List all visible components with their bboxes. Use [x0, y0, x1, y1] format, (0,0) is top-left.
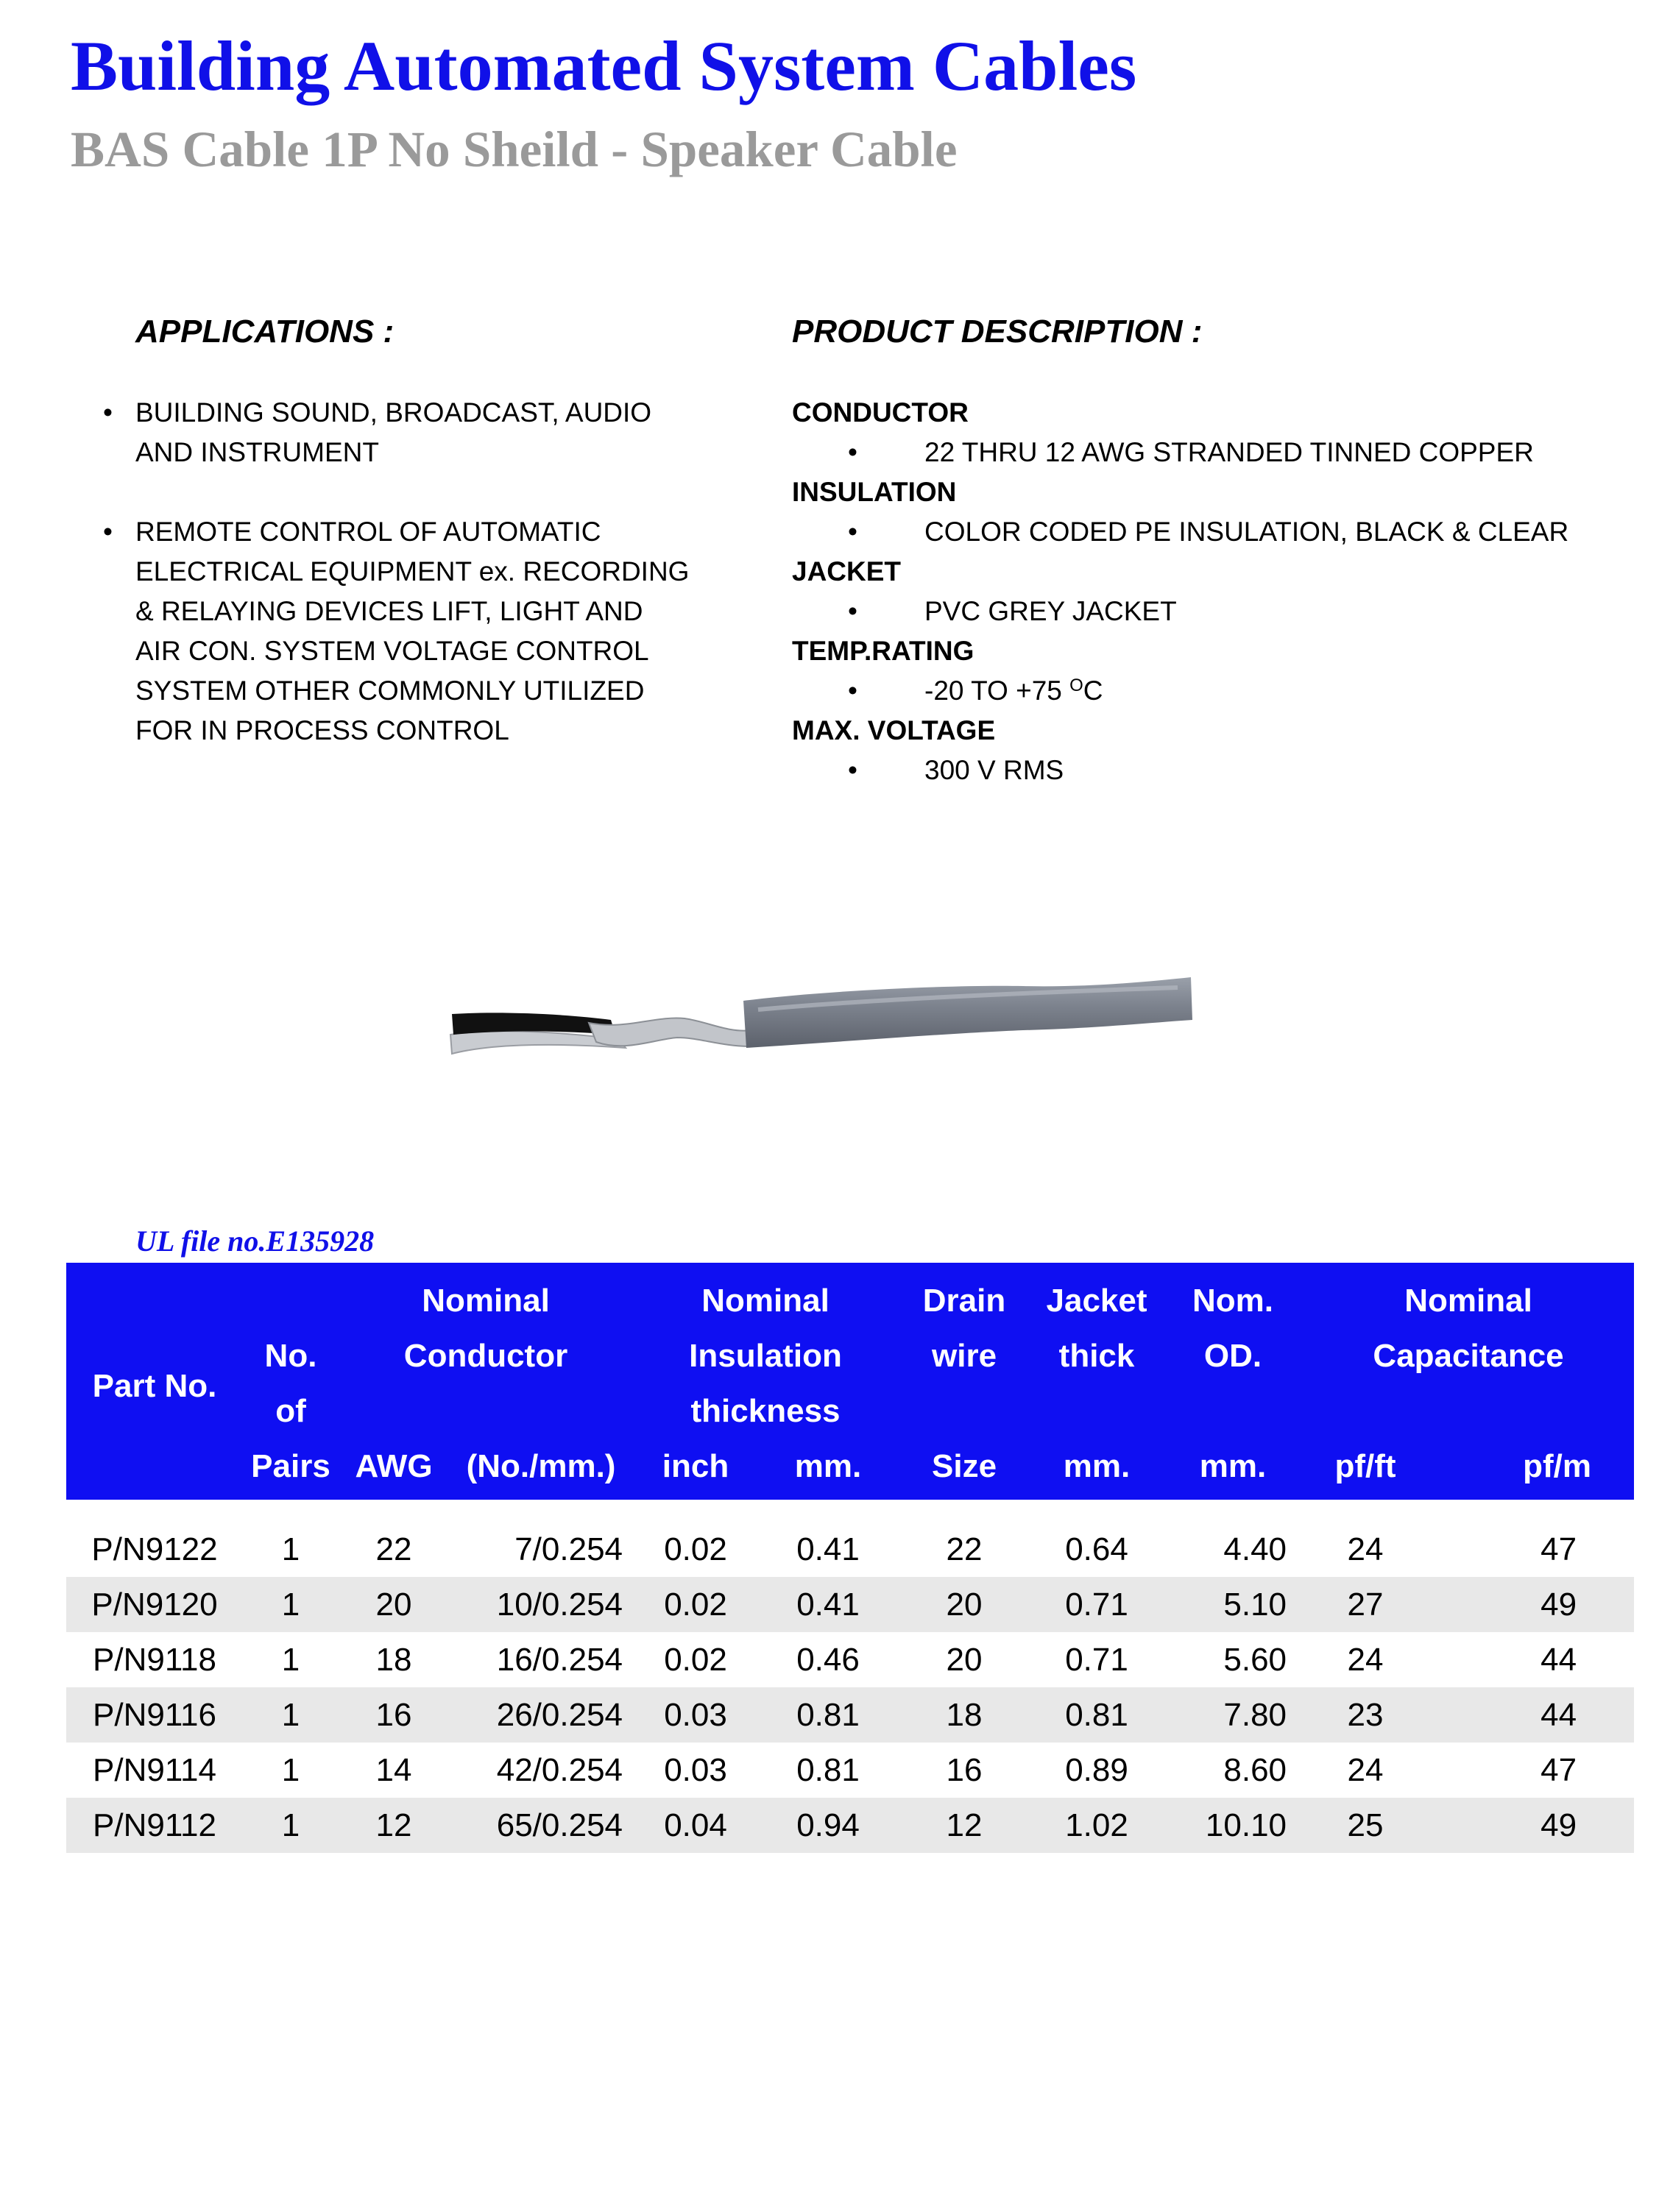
cell-inch: 0.02 — [633, 1577, 758, 1632]
conductor-item — [792, 433, 1638, 472]
application-line: ELECTRICAL EQUIPMENT ex. RECORDING — [135, 556, 690, 586]
header-capacitance-1: Nominal — [1303, 1263, 1634, 1328]
cell-part: P/N9112 — [66, 1798, 243, 1853]
bullet-icon: • — [848, 517, 857, 547]
application-line: AND INSTRUMENT — [135, 437, 379, 467]
table-row — [66, 1743, 1634, 1798]
max-voltage-item — [792, 751, 1638, 790]
cell-awg: 12 — [339, 1798, 449, 1853]
temp-rating-item — [792, 671, 1638, 711]
cell-mm: 0.81 — [758, 1687, 898, 1743]
cell-pairs: 1 — [243, 1798, 339, 1853]
cell-pairs: 1 — [281, 1531, 300, 1567]
header-inch: inch — [633, 1439, 758, 1500]
application-line: AIR CON. SYSTEM VOLTAGE CONTROL — [135, 636, 649, 666]
cell-pf-m: 44 — [1428, 1687, 1634, 1743]
cell-drain: 18 — [898, 1687, 1030, 1743]
header-pairs-1: No. — [243, 1328, 339, 1383]
cell-pf-ft: 23 — [1303, 1687, 1428, 1743]
page-subtitle: BAS Cable 1P No Sheild - Speaker Cable — [71, 121, 958, 177]
header-insulation-3: thickness — [633, 1383, 898, 1439]
insulation-item — [792, 512, 1638, 552]
bullet-icon: • — [848, 755, 857, 785]
cell-inch: 0.03 — [664, 1752, 727, 1788]
table-spacer — [66, 1500, 1634, 1522]
table-row — [66, 1522, 1634, 1577]
application-line: FOR IN PROCESS CONTROL — [135, 715, 509, 745]
cell-strand: 10/0.254 — [449, 1577, 633, 1632]
cell-pf-m: 49 — [1428, 1577, 1634, 1632]
cell-pairs: 1 — [281, 1752, 300, 1788]
cell-part: P/N9122 — [91, 1531, 218, 1567]
header-od-1: Nom. — [1163, 1263, 1303, 1328]
cell-pf-ft: 25 — [1303, 1798, 1428, 1853]
cell-drain: 12 — [898, 1798, 1030, 1853]
conductor-value: 22 THRU 12 AWG STRANDED TINNED COPPER — [924, 437, 1534, 467]
cell-mm: 0.41 — [758, 1577, 898, 1632]
cell-awg: 18 — [375, 1642, 412, 1678]
insulation-label: INSULATION — [792, 477, 957, 507]
cell-part: P/N9118 — [93, 1642, 216, 1678]
cell-mm: 0.81 — [796, 1752, 860, 1788]
table-row — [66, 1577, 1634, 1632]
cell-pf-ft: 24 — [1347, 1531, 1384, 1567]
cell-awg: 20 — [339, 1577, 449, 1632]
list-item — [103, 512, 743, 751]
header-strand: (No./mm.) — [449, 1439, 633, 1500]
temp-unit: C — [1083, 676, 1103, 706]
header-drain-2: wire — [898, 1328, 1030, 1383]
header-capacitance-2: Capacitance — [1303, 1328, 1634, 1383]
header-drain-1: Drain — [898, 1263, 1030, 1328]
max-voltage-value: 300 V RMS — [924, 755, 1064, 785]
cell-od: 8.60 — [1223, 1752, 1287, 1788]
cell-awg: 14 — [375, 1752, 412, 1788]
temp-rating-label: TEMP.RATING — [792, 636, 974, 666]
cell-strand: 7/0.254 — [514, 1531, 623, 1567]
cell-pf-m: 47 — [1540, 1752, 1577, 1788]
cell-mm: 0.46 — [796, 1642, 860, 1678]
cell-pf-ft: 27 — [1303, 1577, 1428, 1632]
jacket-value: PVC GREY JACKET — [924, 596, 1177, 626]
cell-pairs: 1 — [243, 1577, 339, 1632]
application-line: SYSTEM OTHER COMMONLY UTILIZED — [135, 676, 645, 706]
cell-strand: 65/0.254 — [449, 1798, 633, 1853]
ul-file-number: UL file no.E135928 — [135, 1224, 375, 1258]
cell-drain: 16 — [946, 1752, 983, 1788]
header-od-mm: mm. — [1163, 1439, 1303, 1500]
cell-awg: 22 — [375, 1531, 412, 1567]
bullet-icon: • — [103, 397, 113, 428]
application-line: & RELAYING DEVICES LIFT, LIGHT AND — [135, 596, 643, 626]
cell-od: 5.10 — [1163, 1577, 1303, 1632]
header-insulation-2: Insulation — [633, 1328, 898, 1383]
cell-strand: 26/0.254 — [449, 1687, 633, 1743]
header-conductor-2: Conductor — [339, 1328, 633, 1383]
list-item — [103, 393, 743, 472]
cell-jacket: 0.64 — [1065, 1531, 1128, 1567]
cell-part: P/N9114 — [93, 1752, 216, 1788]
cell-pf-m: 47 — [1540, 1531, 1577, 1567]
header-conductor-1: Nominal — [339, 1263, 633, 1328]
cell-od: 7.80 — [1163, 1687, 1303, 1743]
header-awg: AWG — [339, 1439, 449, 1500]
bullet-icon: • — [848, 437, 857, 467]
header-jacket-mm: mm. — [1030, 1439, 1163, 1500]
cell-pairs: 1 — [243, 1687, 339, 1743]
conductor-label: CONDUCTOR — [792, 397, 969, 428]
table-row — [66, 1687, 1634, 1743]
page-title: Building Automated System Cables — [71, 26, 1137, 105]
header-jacket-1: Jacket — [1030, 1263, 1163, 1328]
application-line: BUILDING SOUND, BROADCAST, AUDIO — [135, 397, 652, 428]
cable-image — [442, 971, 1200, 1067]
cell-pf-m: 49 — [1428, 1798, 1634, 1853]
cell-jacket: 0.89 — [1065, 1752, 1128, 1788]
cell-pf-ft: 24 — [1347, 1642, 1384, 1678]
cell-jacket: 0.71 — [1030, 1577, 1163, 1632]
cell-drain: 22 — [946, 1531, 983, 1567]
applications-list — [103, 393, 743, 751]
temp-rating-value: -20 TO +75 — [924, 676, 1070, 706]
cell-mm: 0.94 — [758, 1798, 898, 1853]
cell-od: 4.40 — [1223, 1531, 1287, 1567]
jacket-label: JACKET — [792, 556, 902, 586]
header-od-2: OD. — [1163, 1328, 1303, 1383]
cell-part: P/N9120 — [66, 1577, 243, 1632]
cell-strand: 42/0.254 — [496, 1752, 623, 1788]
header-jacket-2: thick — [1030, 1328, 1163, 1383]
bullet-icon: • — [848, 596, 857, 626]
table-row — [66, 1632, 1634, 1687]
cell-awg: 16 — [339, 1687, 449, 1743]
header-insulation-1: Nominal — [633, 1263, 898, 1328]
cell-mm: 0.41 — [796, 1531, 860, 1567]
header-pairs-blank — [243, 1263, 339, 1328]
applications-heading: APPLICATIONS : — [135, 313, 395, 350]
header-pairs-3: Pairs — [243, 1439, 339, 1500]
header-blank — [898, 1383, 1634, 1439]
cell-strand: 16/0.254 — [496, 1642, 623, 1678]
cell-jacket: 0.71 — [1065, 1642, 1128, 1678]
cell-jacket: 0.81 — [1030, 1687, 1163, 1743]
cell-od: 5.60 — [1223, 1642, 1287, 1678]
product-description-heading: PRODUCT DESCRIPTION : — [792, 313, 1203, 350]
cell-pf-ft: 24 — [1347, 1752, 1384, 1788]
application-line: REMOTE CONTROL OF AUTOMATIC — [135, 517, 601, 547]
header-pf-m: pf/m — [1428, 1439, 1634, 1500]
header-pf-ft: pf/ft — [1303, 1439, 1428, 1500]
cell-pairs: 1 — [281, 1642, 300, 1678]
degree-symbol: O — [1069, 676, 1083, 695]
bullet-icon: • — [103, 517, 113, 547]
header-size: Size — [898, 1439, 1030, 1500]
insulation-value: COLOR CODED PE INSULATION, BLACK & CLEAR — [924, 517, 1569, 547]
bullet-icon: • — [848, 676, 857, 706]
cell-inch: 0.02 — [664, 1531, 727, 1567]
header-pairs-2: of — [243, 1383, 339, 1439]
header-mm: mm. — [758, 1439, 898, 1500]
cell-inch: 0.04 — [633, 1798, 758, 1853]
cell-pf-m: 44 — [1540, 1642, 1577, 1678]
header-part-no: Part No. — [66, 1263, 243, 1500]
cell-drain: 20 — [898, 1577, 1030, 1632]
cell-od: 10.10 — [1163, 1798, 1303, 1853]
product-description — [792, 393, 1638, 790]
cell-inch: 0.03 — [633, 1687, 758, 1743]
cell-drain: 20 — [946, 1642, 983, 1678]
jacket-item — [792, 592, 1638, 631]
cell-jacket: 1.02 — [1030, 1798, 1163, 1853]
cell-part: P/N9116 — [66, 1687, 243, 1743]
max-voltage-label: MAX. VOLTAGE — [792, 715, 996, 745]
cell-inch: 0.02 — [664, 1642, 727, 1678]
table-row — [66, 1798, 1634, 1853]
header-blank — [339, 1383, 633, 1439]
spec-table — [66, 1263, 1634, 1853]
